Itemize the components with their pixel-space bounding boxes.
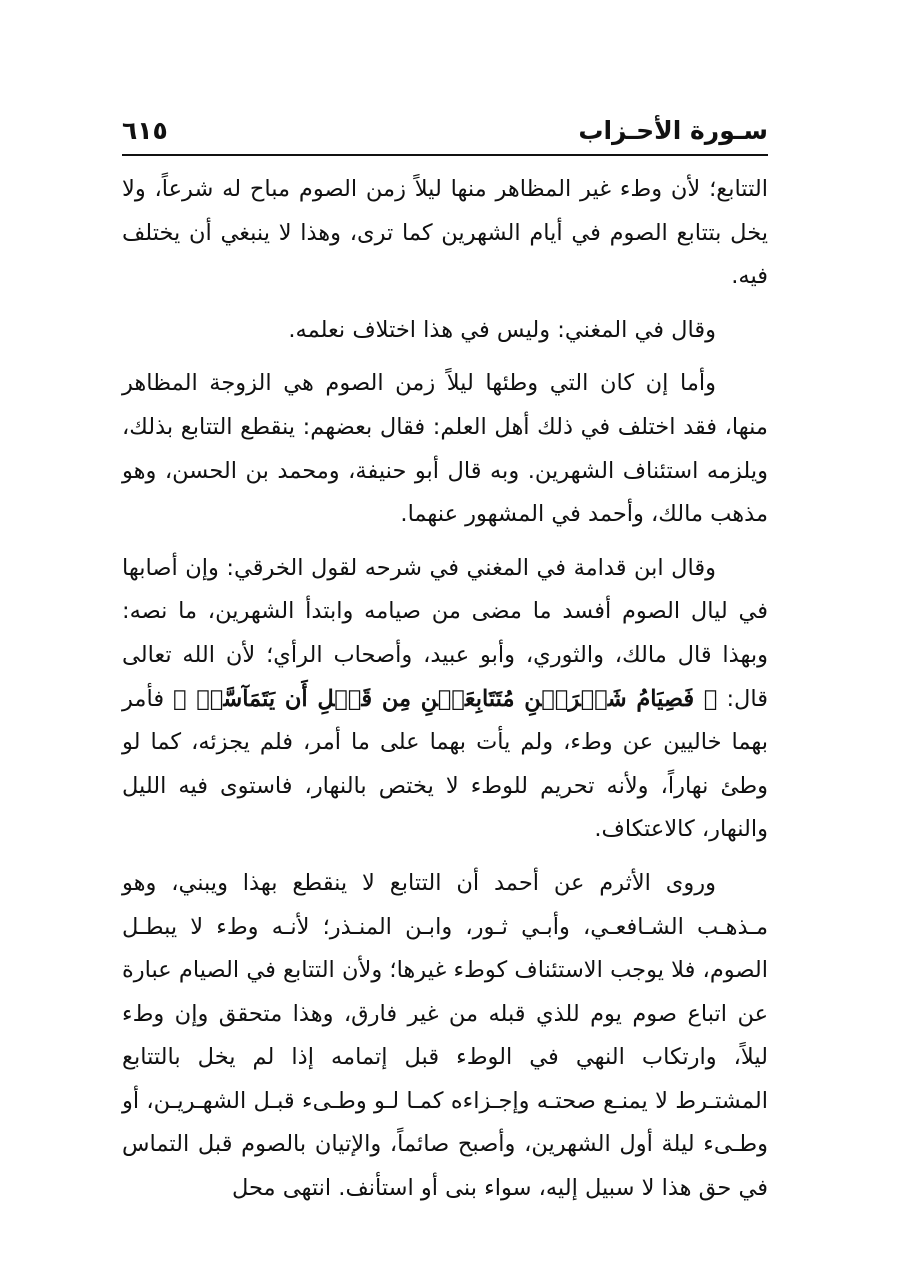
paragraph-athram-narration: وروى الأثرم عن أحمد أن التتابع لا ينقطع بهذا ويبني، وهو مـذهـب الشـافعـي، وأبـي ثـور، وابـن المنـذر؛ لأنـه وطء لا يبطـل الصوم، فلا يوجب الاستئناف كوطء غيرها؛ ولأن التتابع في الصيام عبارة عن اتباع صوم يوم للذي قبله من غير فارق، وهذا متحقق وإن وطء ليلاً، وارتكاب النهي في الوطء قبل إتمامه إذا لم يخل بالتتابع المشتـرط لا يمنـع صحتـه وإجـزاءه كمـا لـو وطـىء قبـل الشهـريـن، أو وطـىء ليلة أول الشهرين، وأصبح صائماً، والإتيان بالصوم قبل التماس في حق هذا لا سبيل إليه، سواء بنى أو استأنف. انتهى محل [122,869,768,1202]
page-number: ٦١٥ [122,116,168,145]
paragraph-ibn-qudamah [122,547,768,852]
body-text [122,168,768,1221]
paragraph-mughni-quote: وقال في المغني: وليس في هذا اختلاف نعلمه. [288,316,716,343]
paragraph-continuation: التتابع؛ لأن وطء غير المظاهر منها ليلاً زمن الصوم مباح له شرعاً، ولا يخل بتتابع الصوم في أيام الشهرين كما ترى، وهذا لا ينبغي أن يختلف فيه. [122,176,768,290]
paragraph-ibn-qudamah-tail: فأمر بهما خاليين عن وطء، ولم يأت بهما على ما أمر، فلم يجزئه، كما لو وطئ نهاراً، ولأنه تحريم للوطء لا يختص بالنهار، فاستوى فيه الليل والنهار، كالاعتكاف. [122,685,768,843]
quran-verse: ﴿ فَصِيَامُ شَهۡرَيۡنِ مُتَتَابِعَيۡنِ مِن قَبۡلِ أَن يَتَمَآسَّاۖ ﴾ [173,685,718,712]
surah-title: سـورة الأحـزاب [578,116,768,145]
running-header [122,112,768,156]
paragraph-ibn-qudamah-lead: وقال ابن قدامة في المغني في شرحه لقول الخرقي: وإن أصابها في ليال الصوم أفسد ما مضى من صيامه وابتدأ الشهرين، ما نصه: وبهذا قال مالك، والثوري، وأبو عبيد، وأصحاب الرأي؛ لأن الله تعالى قال: [122,554,768,712]
paragraph-scholars-disagreement: وأما إن كان التي وطئها ليلاً زمن الصوم هي الزوجة المظاهر منها، فقد اختلف في ذلك أهل العلم: فقال بعضهم: ينقطع التتابع بذلك، ويلزمه استئناف الشهرين. وبه قال أبو حنيفة، ومحمد بن الحسن، وهو مذهب مالك، وأحمد في المشهور عنهما. [122,370,768,528]
